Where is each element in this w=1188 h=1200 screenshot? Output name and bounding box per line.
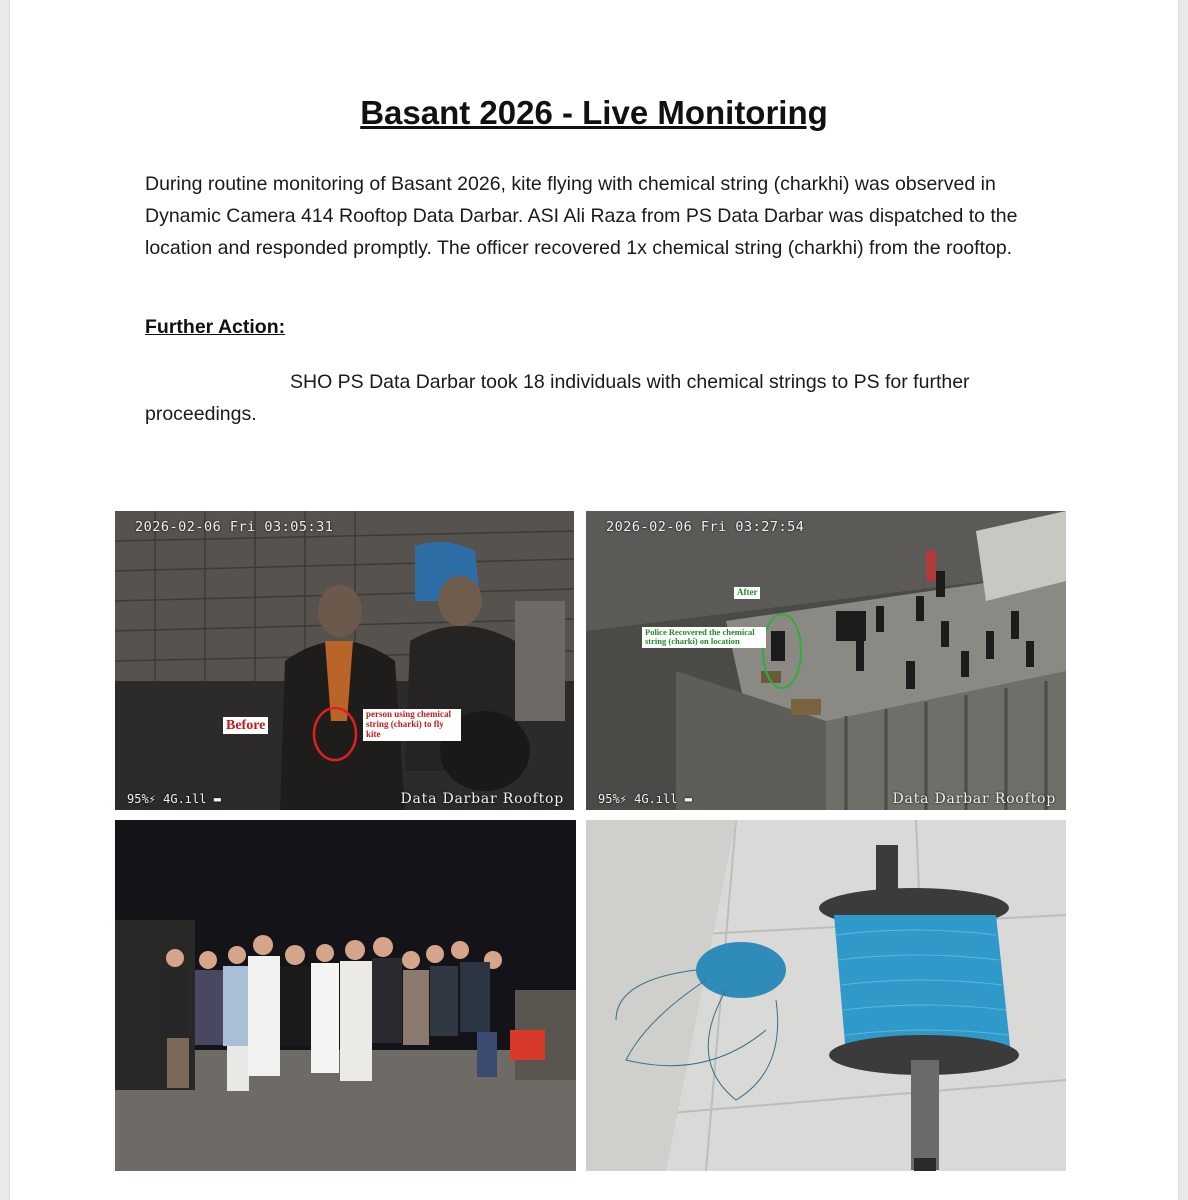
highlight-circle [761,611,803,691]
further-action-heading: Further Action: [145,316,286,338]
incident-paragraph: During routine monitoring of Basant 2026, kite flying with chemical string (charkhi) was observed in Dynamic Camera 414 Rooftop Data Darbar. ASI Ali Raza from PS Data Darbar was dispatched to the location and responded promptly. The officer recovered 1x chemical string (charkhi) from the rooftop. [145,173,1018,259]
further-action-text: SHO PS Data Darbar took 18 individuals with chemical strings to PS for further proceedings. [145,371,970,425]
highlight-circle [312,706,358,762]
photo-detained-group [115,820,576,1171]
camera-location: Data Darbar Rooftop [892,791,1056,807]
photo-before [115,511,574,810]
photo-recovered-spool [586,820,1066,1171]
camera-timestamp: 2026-02-06 Fri 03:27:54 [606,519,805,535]
group-scene [115,820,576,1171]
photo-after-scene [586,511,1066,810]
camera-status: 95%⚡ 4G.ıll ▬ [127,792,221,806]
page-title: Basant 2026 - Live Monitoring [360,94,828,131]
spool-scene [586,820,1066,1171]
camera-location: Data Darbar Rooftop [400,791,564,807]
after-label: After [734,587,760,599]
camera-timestamp: 2026-02-06 Fri 03:05:31 [135,519,334,535]
camera-status: 95%⚡ 4G.ıll ▬ [598,792,692,806]
after-annotation: Police Recovered the chemical string (charki) on location [642,627,766,648]
photo-before-scene [115,511,574,810]
photo-after [586,511,1066,810]
before-label: Before [223,717,268,734]
before-annotation: person using chemical string (charki) to fly kite [363,709,461,741]
